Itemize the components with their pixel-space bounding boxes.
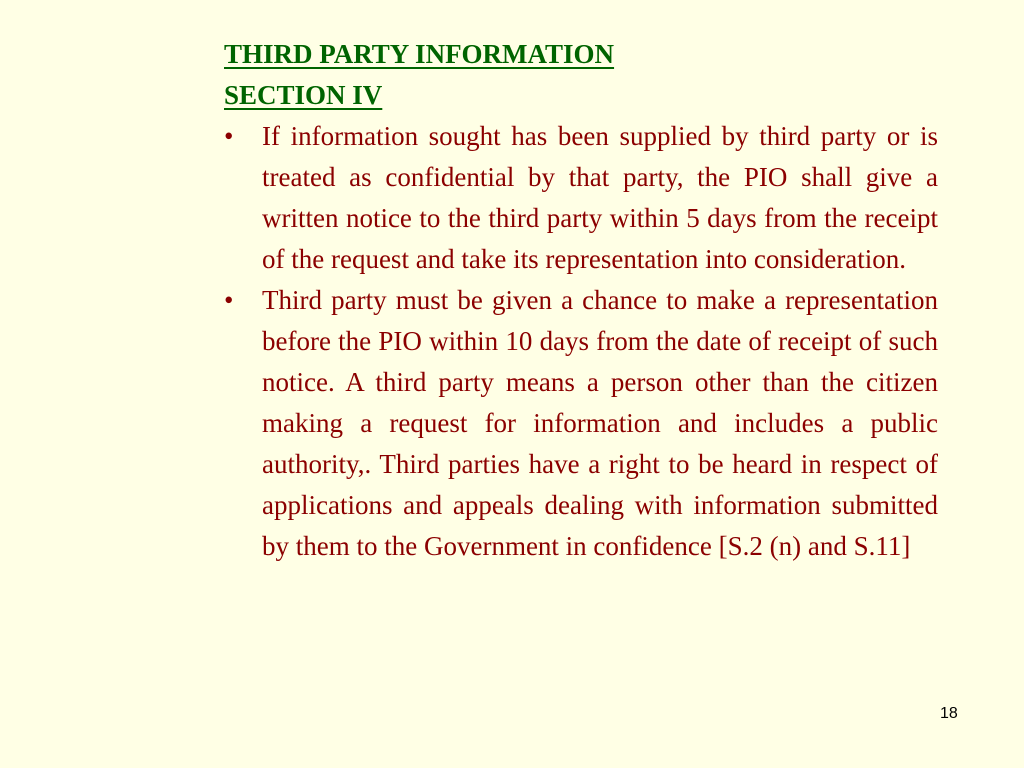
page-number: 18 — [940, 705, 958, 722]
title-line-1: THIRD PARTY INFORMATION — [224, 39, 615, 69]
slide-title — [224, 34, 614, 116]
title-line-2: SECTION IV — [224, 80, 383, 110]
bullet-text-2: Third party must be given a chance to make a representation before the PIO within 10 days from the date of receipt of such notice. A third party means a person other than the citizen making a request for information and includes a public authority,. Third parties have a right to be heard in respect of applications and appeals dealing with information submitted by them to the Government in confidence [S.2 (n) and S.11] — [262, 285, 938, 561]
bullet-item-1 — [224, 116, 938, 280]
bullet-text-1: If information sought has been supplied by third party or is treated as confidential by that party, the PIO shall give a written notice to the third party within 5 days from the receipt of the request and take its representation into consideration. — [262, 121, 938, 274]
bullet-icon: • — [224, 285, 234, 315]
bullet-icon: • — [224, 121, 234, 151]
bullet-list — [224, 116, 938, 567]
bullet-item-2 — [224, 280, 938, 567]
